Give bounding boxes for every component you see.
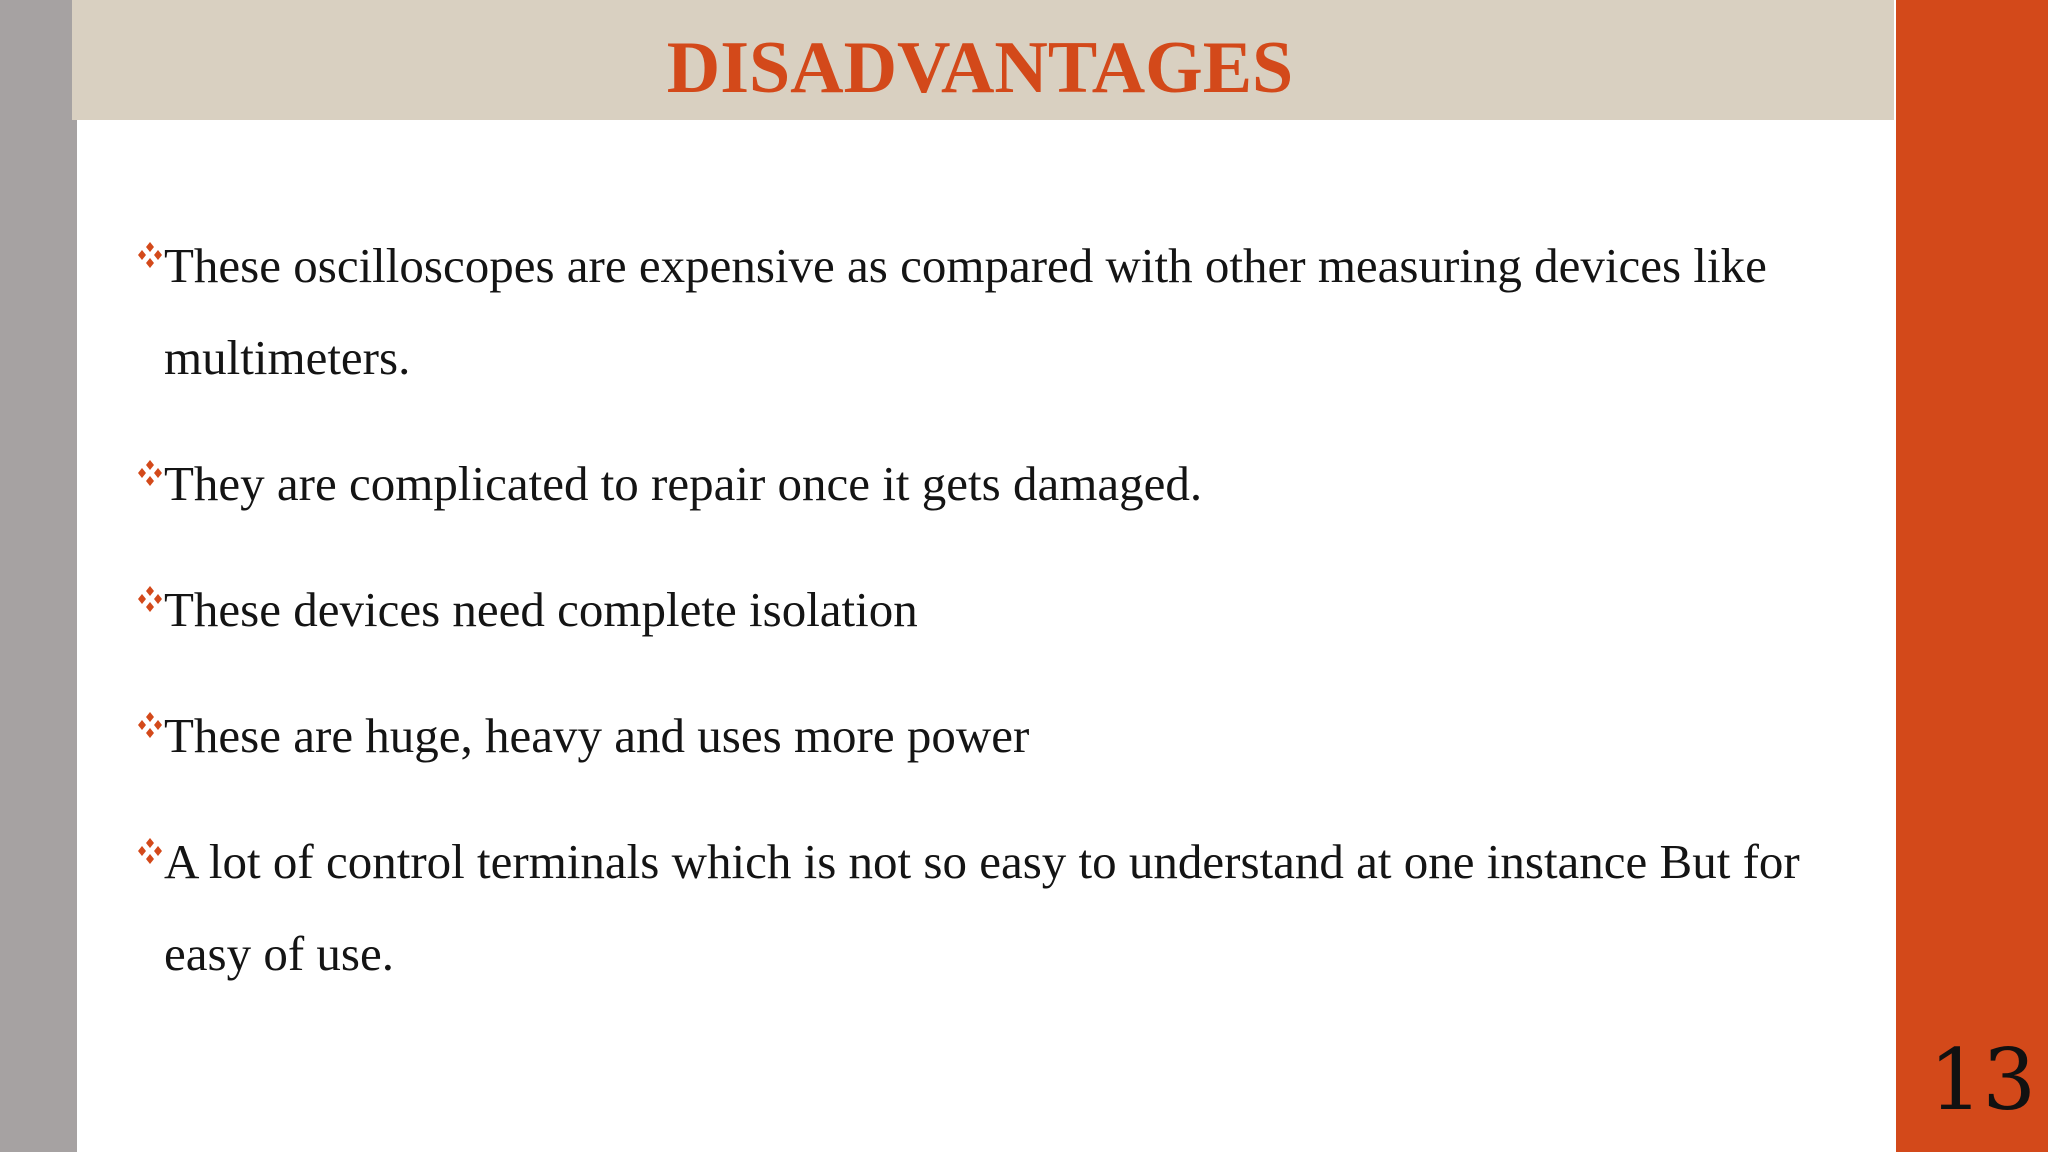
bullet-item — [135, 690, 1875, 782]
bullet-text: These are huge, heavy and uses more power — [164, 708, 1030, 763]
four-diamond-bullet-icon — [135, 240, 165, 270]
slide-title-text: DISADVANTAGES — [666, 27, 1294, 109]
right-accent-bar — [1896, 0, 2048, 1152]
left-sidebar-bar — [0, 0, 77, 1152]
bullet-list — [135, 220, 1875, 1034]
four-diamond-bullet-icon — [135, 836, 165, 866]
four-diamond-bullet-icon — [135, 458, 165, 488]
bullet-item — [135, 564, 1875, 656]
bullet-text: A lot of control terminals which is not so easy to understand at one instance But for easy of use. — [164, 834, 1800, 981]
four-diamond-bullet-icon — [135, 710, 165, 740]
four-diamond-bullet-icon — [135, 584, 165, 614]
bullet-text: They are complicated to repair once it gets damaged. — [164, 456, 1203, 511]
bullet-item — [135, 220, 1875, 404]
bullet-item — [135, 438, 1875, 530]
bullet-item — [135, 816, 1875, 1000]
bullet-text: These devices need complete isolation — [164, 582, 918, 637]
bullet-text: These oscilloscopes are expensive as compared with other measuring devices like multimeters. — [164, 238, 1767, 385]
page-number: 13 — [1929, 1031, 2036, 1129]
slide-title — [72, 0, 1894, 120]
